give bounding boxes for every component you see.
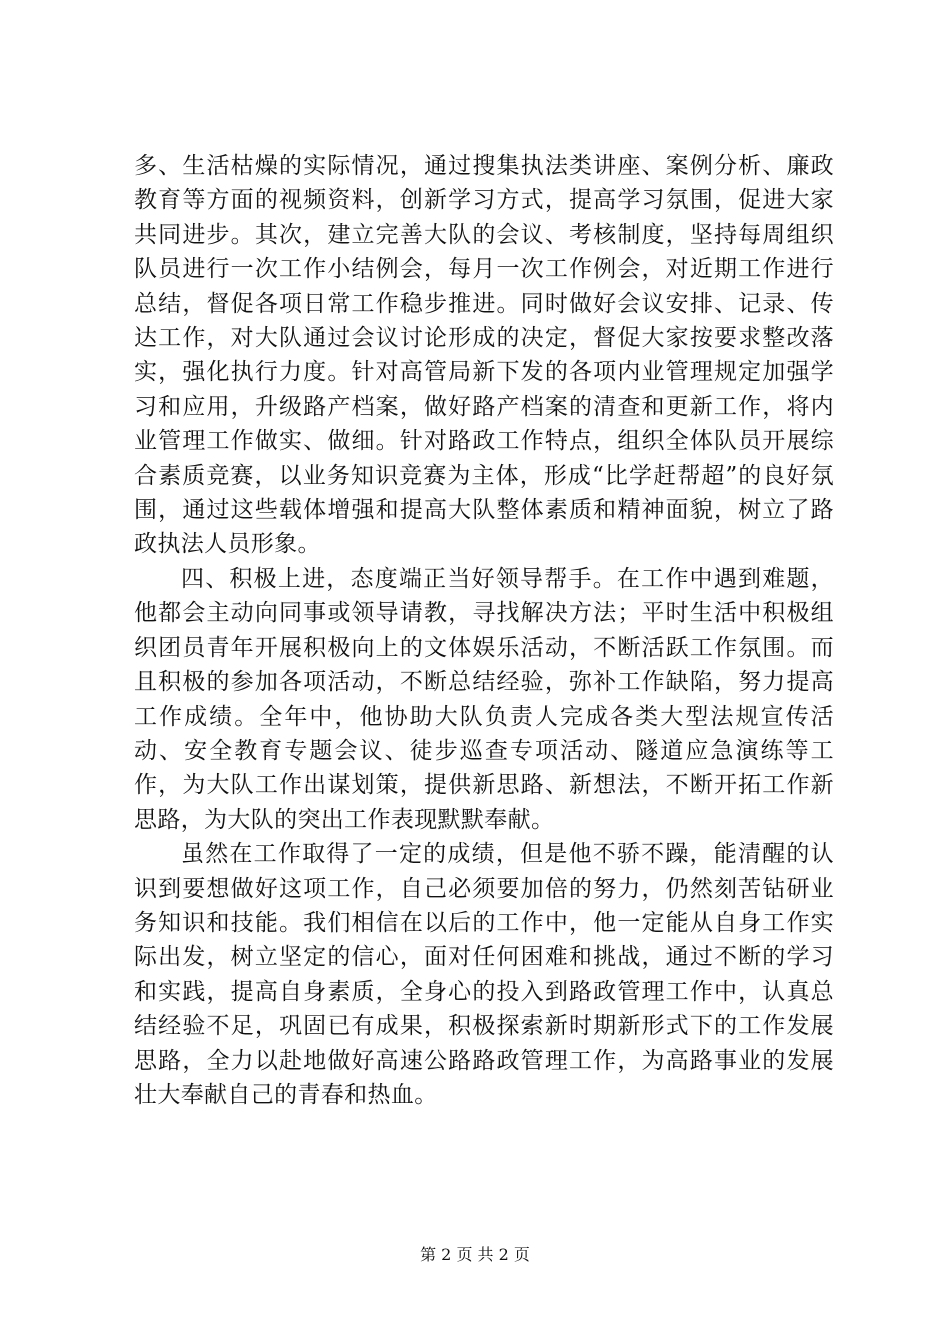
page-number-label: 第 2 页 共 2 页	[420, 1245, 530, 1264]
document-body	[134, 149, 834, 1112]
paragraph-3: 虽然在工作取得了一定的成绩，但是他不骄不躁，能清醒的认识到要想做好这项工作，自己必须要加倍的努力，仍然刻苦钻研业务知识和技能。我们相信在以后的工作中，他一定能从自身工作实际出发，树立坚定的信心，面对任何困难和挑战，通过不断的学习和实践，提高自身素质，全身心的投入到路政管理工作中，认真总结经验不足，巩固已有成果，积极探索新时期新形式下的工作发展思路，全力以赴地做好高速公路路政管理工作，为高路事业的发展壮大奉献自己的青春和热血。	[134, 841, 834, 1108]
page-footer	[0, 1244, 950, 1266]
paragraph-1: 多、生活枯燥的实际情况，通过搜集执法类讲座、案例分析、廉政教育等方面的视频资料，创新学习方式，提高学习氛围，促进大家共同进步。其次，建立完善大队的会议、考核制度，坚持每周组织队员进行一次工作小结例会，每月一次工作例会，对近期工作进行总结，督促各项日常工作稳步推进。同时做好会议安排、记录、传达工作，对大队通过会议讨论形成的决定，督促大家按要求整改落实，强化执行力度。针对高管局新下发的各项内业管理规定加强学习和应用，升级路产档案，做好路产档案的清查和更新工作，将内业管理工作做实、做细。针对路政工作特点，组织全体队员开展综合素质竞赛，以业务知识竞赛为主体，形成“比学赶帮超”的良好氛围，通过这些载体增强和提高大队整体素质和精神面貌，树立了路政执法人员形象。	[134, 153, 834, 558]
paragraph-2: 四、积极上进，态度端正当好领导帮手。在工作中遇到难题，他都会主动向同事或领导请教，寻找解决方法；平时生活中积极组织团员青年开展积极向上的文体娱乐活动，不断活跃工作氛围。而且积极的参加各项活动，不断总结经验，弥补工作缺陷，努力提高工作成绩。全年中，他协助大队负责人完成各类大型法规宣传活动、安全教育专题会议、徒步巡查专项活动、隧道应急演练等工作，为大队工作出谋划策，提供新思路、新想法，不断开拓工作新思路，为大队的突出工作表现默默奉献。	[134, 565, 834, 833]
